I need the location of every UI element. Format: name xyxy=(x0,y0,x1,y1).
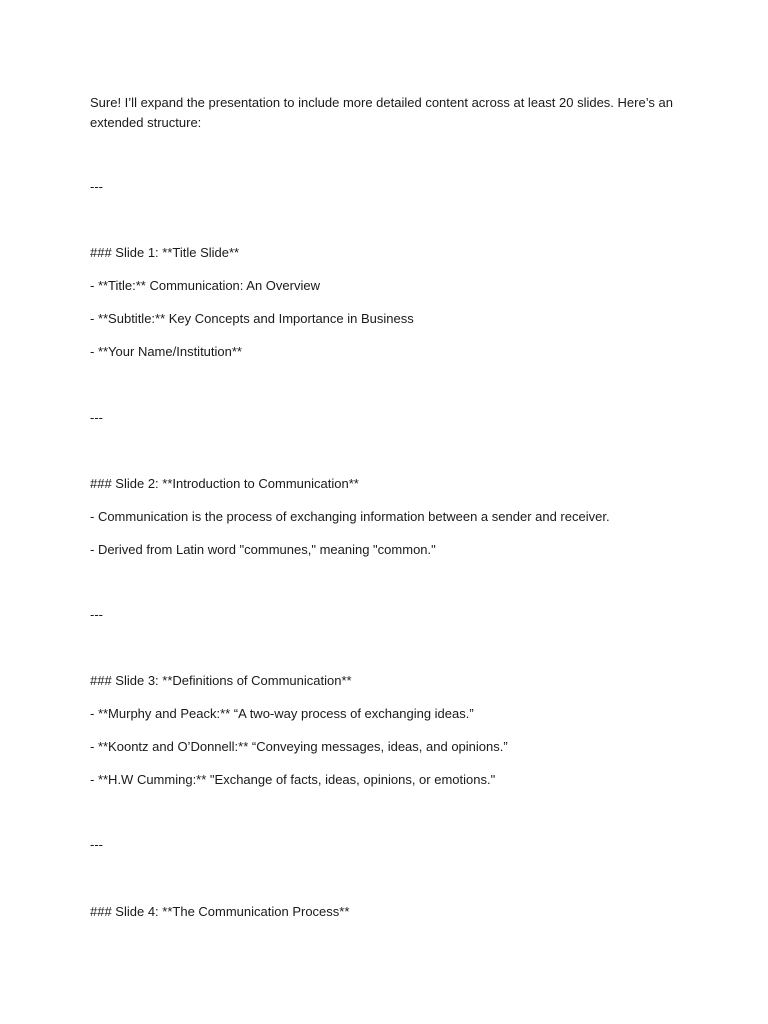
slide-2-heading: ### Slide 2: **Introduction to Communication** xyxy=(90,476,359,491)
slide-4-heading: ### Slide 4: **The Communication Process** xyxy=(90,904,350,919)
slide-2-bullet: - Communication is the process of exchanging information between a sender and receiver. xyxy=(90,509,610,524)
slide-1-heading: ### Slide 1: **Title Slide** xyxy=(90,245,240,260)
intro-line-1: Sure! I’ll expand the presentation to include more detailed content across at least 20 slides. Here’s an xyxy=(90,95,673,110)
separator: --- xyxy=(90,410,103,425)
separator: --- xyxy=(90,607,103,622)
slide-2-bullet: - Derived from Latin word "communes," meaning "common." xyxy=(90,542,436,557)
slide-3-bullet: - **Murphy and Peack:** “A two-way process of exchanging ideas.” xyxy=(90,706,474,721)
separator: --- xyxy=(90,837,103,852)
slide-1-bullet: - **Title:** Communication: An Overview xyxy=(90,278,320,293)
slide-3-bullet: - **Koontz and O’Donnell:** “Conveying messages, ideas, and opinions.” xyxy=(90,739,508,754)
intro-paragraph xyxy=(90,93,680,133)
slide-1-bullet: - **Subtitle:** Key Concepts and Importance in Business xyxy=(90,311,414,326)
separator: --- xyxy=(90,179,103,194)
slide-1-bullet: - **Your Name/Institution** xyxy=(90,344,242,359)
slide-3-bullet: - **H.W Cumming:** "Exchange of facts, ideas, opinions, or emotions." xyxy=(90,772,496,787)
intro-line-2: extended structure: xyxy=(90,115,202,130)
slide-3-heading: ### Slide 3: **Definitions of Communication** xyxy=(90,673,352,688)
